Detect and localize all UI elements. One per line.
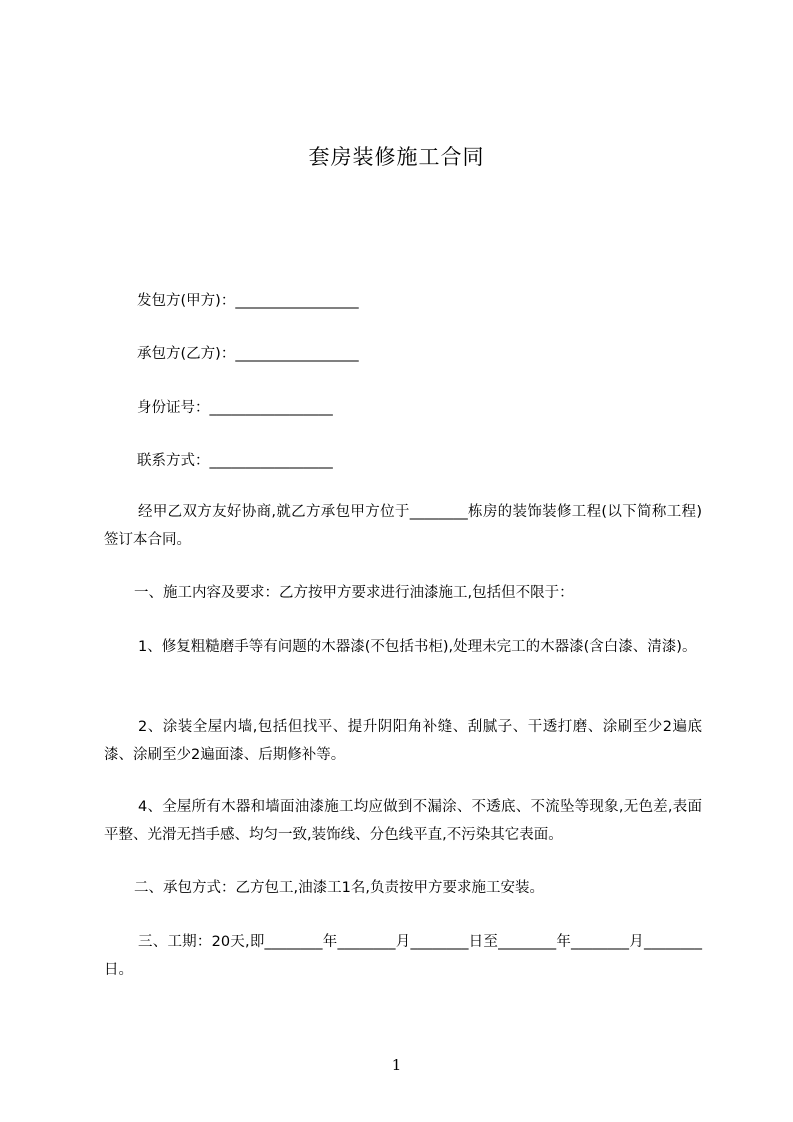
- section-2-paragraph: 二、承包方式：乙方包工,油漆工1名,负责按甲方要求施工安装。: [134, 880, 544, 896]
- id-number-field: 身份证号：_________________: [137, 400, 333, 416]
- intro-paragraph: 经甲乙双方友好协商,就乙方承包甲方位于________栋房的装饰装修工程(以下简称工程)签订本合同。: [104, 504, 702, 548]
- document-title: 套房装修施工合同: [308, 145, 485, 169]
- party-b-field: 承包方(乙方)：_________________: [137, 346, 359, 362]
- section-3-paragraph: 三、工期：20天,即________年________月________日至________年________月________日。: [104, 934, 702, 978]
- contact-field: 联系方式：_________________: [137, 453, 333, 469]
- section-1-item-4: 4、全屋所有木器和墙面油漆施工均应做到不漏涂、不透底、不流坠等现象,无色差,表面平整、光滑无挡手感、均匀一致,装饰线、分色线平直,不污染其它表面。: [104, 799, 702, 843]
- section-1-heading: 一、施工内容及要求：乙方按甲方要求进行油漆施工,包括但不限于：: [134, 585, 574, 601]
- party-a-field: 发包方(甲方)：_________________: [137, 293, 359, 309]
- section-1-item-2: 2、涂装全屋内墙,包括但找平、提升阴阳角补缝、刮腻子、干透打磨、涂刷至少2遍底漆、涂刷至少2遍面漆、后期修补等。: [104, 719, 702, 763]
- section-1-item-1: 1、修复粗糙磨手等有问题的木器漆(不包括书柜),处理未完工的木器漆(含白漆、清漆)。: [138, 639, 697, 655]
- page-number: 1: [391, 1056, 402, 1074]
